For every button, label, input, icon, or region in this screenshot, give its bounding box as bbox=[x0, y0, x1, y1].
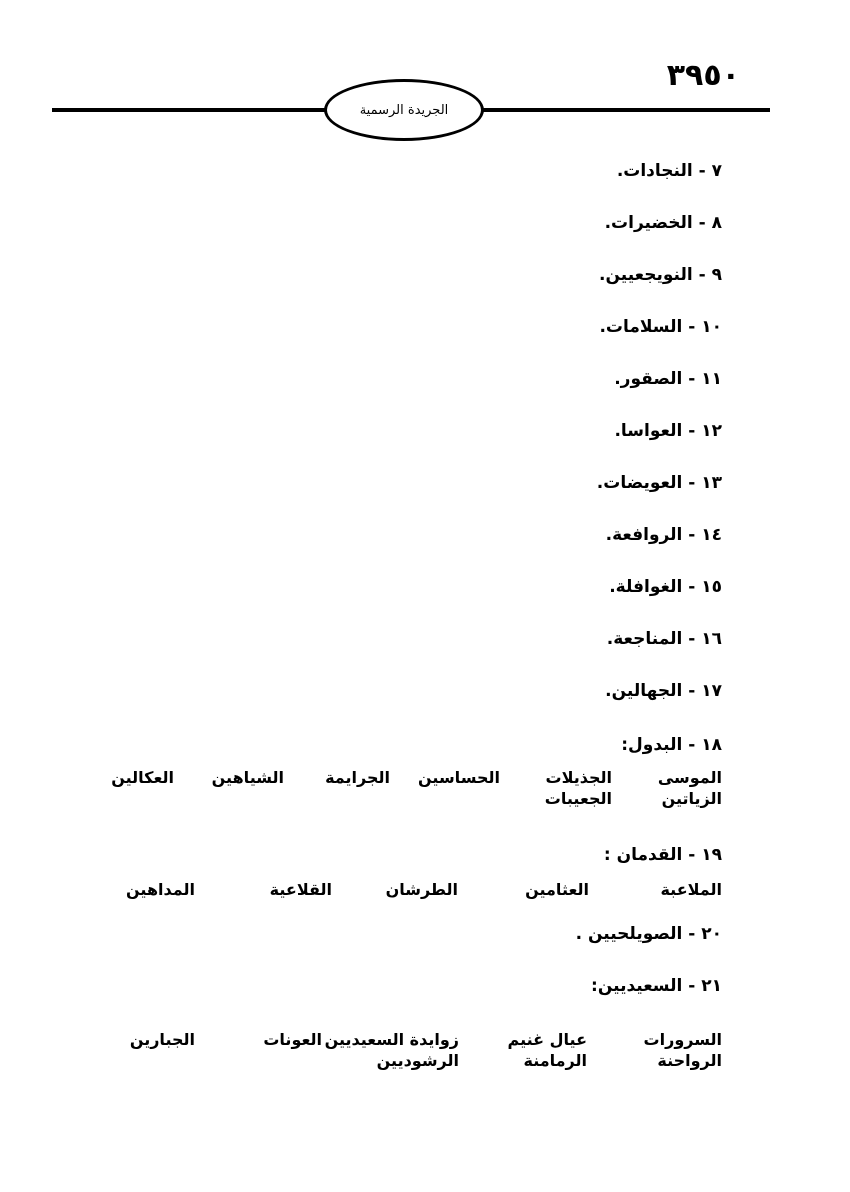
sublist-entry: العكالين bbox=[111, 768, 174, 787]
item-number: ١٢ bbox=[701, 421, 722, 441]
item-text: الخضيرات. bbox=[604, 213, 693, 233]
item-text: الصويلحيين . bbox=[575, 924, 683, 944]
sublist-entry: الجبارين bbox=[129, 1030, 195, 1049]
sublist-entry: الجذيلات bbox=[545, 768, 612, 787]
sublist-entry: الجعيبات bbox=[544, 789, 612, 808]
list-item: ٧ - النجادات. bbox=[616, 161, 722, 181]
masthead-title: الجريدة الرسمية bbox=[359, 102, 449, 118]
list-item: ١٧ - الجهالين. bbox=[605, 681, 722, 701]
sublist-entry: الموسى bbox=[657, 768, 722, 787]
sublist-entry: السرورات bbox=[643, 1030, 722, 1049]
item-text: البدول: bbox=[621, 735, 683, 755]
item-text: الغوافلة. bbox=[609, 577, 683, 597]
item-number: ١٤ bbox=[701, 525, 722, 545]
sublist-entry: الرواحنة bbox=[657, 1051, 722, 1070]
sublist-entry: الطرشان bbox=[385, 880, 458, 899]
item-number: ١٧ bbox=[701, 681, 722, 701]
list-item: ١٣ - العويضات. bbox=[596, 473, 722, 493]
list-item: ١٥ - الغوافلة. bbox=[609, 577, 722, 597]
item-text: العويضات. bbox=[596, 473, 683, 493]
item-text: النويجعيين. bbox=[599, 265, 693, 285]
item-text: الروافعة. bbox=[605, 525, 683, 545]
sublist-entry: الملاعبة bbox=[660, 880, 722, 899]
item-number: ١٥ bbox=[701, 577, 722, 597]
list-item: ١١ - الصقور. bbox=[614, 369, 722, 389]
sublist-entry: عيال غنيم bbox=[507, 1030, 587, 1049]
item-number: ٢١ bbox=[701, 976, 722, 996]
page-number: ٣٩٥٠ bbox=[666, 58, 740, 93]
sublist-entry: زوايدة السعيديين bbox=[324, 1030, 459, 1049]
qadman-sublist bbox=[102, 879, 722, 900]
item-number: ١٠ bbox=[701, 317, 722, 337]
sublist-entry: العثامين bbox=[525, 880, 589, 899]
list-item: ٢٠ - الصويلحيين . bbox=[575, 924, 722, 944]
item-text: السلامات. bbox=[599, 317, 683, 337]
item-text: النجادات. bbox=[616, 161, 693, 181]
sublist-entry: الشياهين bbox=[211, 768, 284, 787]
list-item: ١٦ - المناجعة. bbox=[606, 629, 722, 649]
item-text: المناجعة. bbox=[606, 629, 683, 649]
badool-sublist bbox=[102, 767, 722, 809]
list-item: ٩ - النويجعيين. bbox=[599, 265, 722, 285]
list-item: ١٩ - القدمان : bbox=[603, 845, 722, 865]
item-number: ٢٠ bbox=[701, 924, 722, 944]
sublist-entry: الرشوديين bbox=[376, 1051, 459, 1070]
item-text: القدمان : bbox=[603, 845, 683, 865]
item-text: الجهالين. bbox=[605, 681, 683, 701]
item-number: ٩ bbox=[711, 265, 722, 285]
sublist-entry: الحساسين bbox=[418, 768, 500, 787]
item-number: ١٦ bbox=[701, 629, 722, 649]
item-number: ١٩ bbox=[701, 845, 722, 865]
item-number: ١٣ bbox=[701, 473, 722, 493]
sublist-entry: الرمامنة bbox=[523, 1051, 587, 1070]
sublist-row bbox=[102, 767, 722, 788]
sublist-entry: القلاعية bbox=[269, 880, 332, 899]
list-item: ١٢ - العواسا. bbox=[614, 421, 722, 441]
list-item: ١٨ - البدول: bbox=[621, 735, 722, 755]
masthead-oval bbox=[324, 79, 484, 141]
list-item: ٢١ - السعيديين: bbox=[591, 976, 722, 996]
item-number: ٨ bbox=[711, 213, 722, 233]
sublist-entry: العونات bbox=[263, 1030, 322, 1049]
sublist-entry: الجرايمة bbox=[325, 768, 390, 787]
sublist-row bbox=[102, 1029, 722, 1050]
list-item: ١٠ - السلامات. bbox=[599, 317, 722, 337]
sublist-row bbox=[102, 879, 722, 900]
sublist-entry: الزياتين bbox=[661, 789, 722, 808]
item-number: ١١ bbox=[701, 369, 722, 389]
sublist-entry: المداهين bbox=[126, 880, 195, 899]
list-item: ٨ - الخضيرات. bbox=[604, 213, 722, 233]
sublist-row bbox=[102, 1050, 722, 1071]
item-number: ٧ bbox=[711, 161, 722, 181]
saeediyin-sublist bbox=[102, 1029, 722, 1071]
item-text: السعيديين: bbox=[591, 976, 683, 996]
item-number: ١٨ bbox=[701, 735, 722, 755]
item-text: الصقور. bbox=[614, 369, 683, 389]
list-item: ١٤ - الروافعة. bbox=[605, 525, 722, 545]
sublist-row bbox=[102, 788, 722, 809]
item-text: العواسا. bbox=[614, 421, 683, 441]
